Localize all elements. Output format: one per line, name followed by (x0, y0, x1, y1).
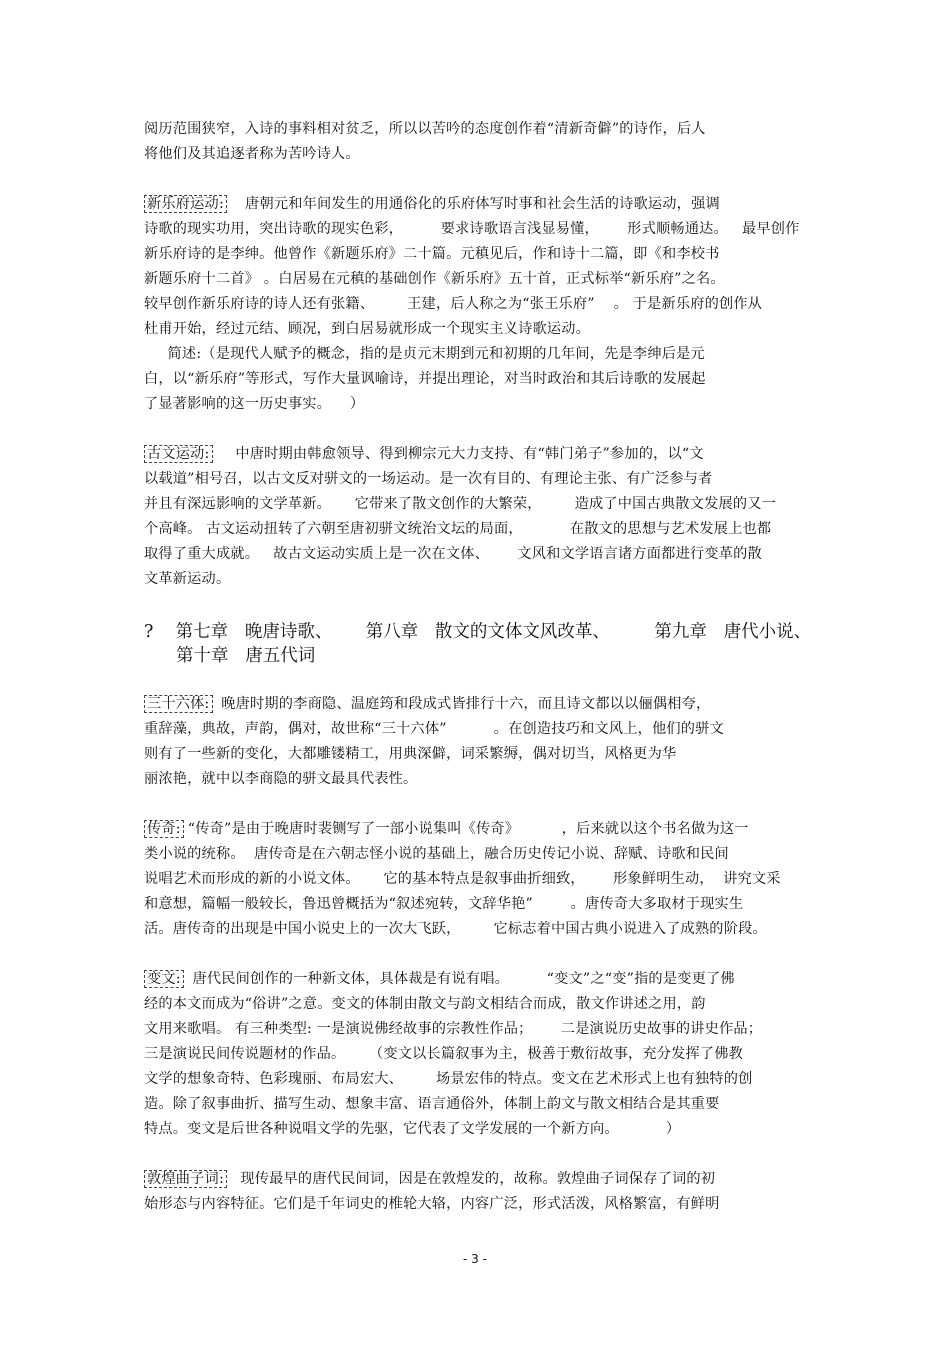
text-span: 中唐时期由韩愈领导、得到柳宗元大力支持、有“韩门弟子”参加的，以“文 (216, 446, 704, 462)
text-span: 现传最早的唐代民间词，因是在敦煌发的，故称。敦煌曲子词保存了词的初 (230, 1171, 716, 1187)
paragraph-new-yuefu (144, 195, 720, 213)
text-line: 类小说的统称。 唐传奇是在六朝志怪小说的基础上，融合历史传记小说、辞赋、诗歌和民间 (144, 846, 729, 862)
text-line: 并且有深远影响的文学革新。 它带来了散文创作的大繁荣， 造成了中国古典散文发展的又一 (144, 496, 777, 512)
text-line: 杜甫开始，经过元结、顾况，到白居易就形成一个现实主义诗歌运动。 (144, 321, 591, 337)
text-line: 则有了一些新的变化，大都雕镂精工，用典深僻，词采繁缛，偶对切当，风格更为华 (144, 746, 677, 762)
text-line: 造。除了叙事曲折、描写生动、想象丰富、语言通俗外，体制上韵文与散文相结合是其重要 (144, 1096, 720, 1112)
text-span: “传奇”是由于晚唐时裴铡写了一部小说集叫《传奇》 ，后来就以这个书名做为这一 (187, 821, 749, 837)
text-line: 经的本文而成为“俗讲”之意。变文的体制由散文与韵文相结合而成，散文作讲述之用，韵 (144, 996, 706, 1012)
text-line: 将他们及其追逐者称为苦吟诗人。 (144, 146, 360, 162)
text-line: 文学的想象奇特、色彩瑰丽、布局宏大、 场景宏伟的特点。变文在艺术形式上也有独特的创 (144, 1071, 753, 1087)
text-line: 和意想，篇幅一般较长，鲁迅曾概括为“叙述宛转，文辞华艳” 。唐传奇大多取材于现实生 (144, 896, 744, 912)
paragraph-guwen (144, 445, 704, 463)
term-label: 三十六体: (144, 695, 213, 713)
text-line: 新乐府诗的是李绅。他曾作《新题乐府》二十篇。元稹见后，作和诗十二篇，即《和李校书 (144, 246, 720, 262)
text-line: 新题乐府十二首》 。白居易在元稹的基础创作《新乐府》五十首，正式标举“新乐府”之名。 (144, 271, 725, 287)
chapter-heading: ? 第七章 晚唐诗歌、 第八章 散文的文体文风改革、 第九章 唐代小说、 (144, 622, 812, 642)
term-label: 古文运动: (144, 445, 213, 463)
text-line: 个高峰。 古文运动扭转了六朝至唐初骈文统治文坛的局面， 在散文的思想与艺术发展上也都 (144, 521, 772, 537)
text-line: 特点。变文是后世各种说唱文学的先驱，它代表了文学发展的一个新方向。 ） (144, 1121, 681, 1137)
text-line: 取得了重大成就。 故古文运动实质上是一次在文体、 文风和文学语言诸方面都进行变革的散 (144, 546, 762, 562)
paragraph-36-style (144, 695, 710, 713)
text-line: 三是演说民间传说题材的作品。 （变文以长篇叙事为主，极善于敷衍故事，充分发挥了佛教 (144, 1046, 744, 1062)
text-line: 说唱艺术而形成的新的小说文体。 它的基本特点是叙事曲折细致， 形象鲜明生动， 讲究文采 (144, 871, 781, 887)
term-label: 变文: (144, 970, 184, 988)
text-line: 较早创作新乐府诗的诗人还有张籍、 王建，后人称之为“张王乐府” 。 于是新乐府的创作从 (144, 296, 763, 312)
text-span: 唐代民间创作的一种新文体，具体裁是有说有唱。 “变文”之“变”指的是变更了佛 (187, 971, 735, 987)
text-line: 简述:（是现代人赋予的概念，指的是贞元末期到元和初期的几年间，先是李绅后是元 (144, 346, 705, 362)
paragraph-chuanqi (144, 820, 749, 838)
text-line: 诗歌的现实功用，突出诗歌的现实色彩， 要求诗歌语言浅显易懂， 形式顺畅通达。 最早创作 (144, 221, 800, 237)
chapter-heading-cont: 第十章 唐五代词 (176, 646, 316, 666)
page-number: - 3 - (463, 1252, 487, 1266)
text-line: 重辞藻，典故，声韵，偶对，故世称“三十六体” 。在创造技巧和文风上，他们的骈文 (144, 721, 724, 737)
text-line: 丽浓艳，就中以李商隐的骈文最具代表性。 (144, 771, 418, 787)
text-line: 文用来歌唱。 有三种类型: 一是演说佛经故事的宗教性作品； 二是演说历史故事的讲史作品； (144, 1021, 763, 1037)
text-span: 晚唐时期的李商隐、温庭筠和段成式皆排行十六，而且诗文都以以俪偶相夸， (216, 696, 711, 712)
text-span: 唐朝元和年间发生的用通俗化的乐府体写时事和社会生活的诗歌运动，强调 (230, 196, 720, 212)
term-label: 新乐府运动: (144, 195, 227, 213)
text-line: 始形态与内容特征。它们是千年词史的椎轮大辂，内容广泛，形式活泼，风格繁富，有鲜明 (144, 1196, 720, 1212)
term-label: 传奇: (144, 820, 184, 838)
term-label: 敦煌曲子词: (144, 1170, 227, 1188)
text-line: 文革新运动。 (144, 571, 231, 587)
text-line: 阅历范围狭窄，入诗的事料相对贫乏，所以以苦吟的态度创作着“清新奇僻”的诗作，后人 (144, 121, 706, 137)
text-line: 活。唐传奇的出现是中国小说史上的一次大飞跃， 它标志着中国古典小说进入了成熟的阶段。 (144, 921, 767, 937)
paragraph-bianwen (144, 970, 735, 988)
text-line: 以载道”相号召，以古文反对骈文的一场运动。是一次有目的、有理论主张、有广泛参与者 (144, 471, 713, 487)
text-line: 白，以“新乐府”等形式，写作大量讽喻诗，并提出理论，对当时政治和其后诗歌的发展起 (144, 371, 706, 387)
paragraph-dunhuang (144, 1170, 715, 1188)
text-line: 了显著影响的这一历史事实。 ） (144, 396, 365, 412)
